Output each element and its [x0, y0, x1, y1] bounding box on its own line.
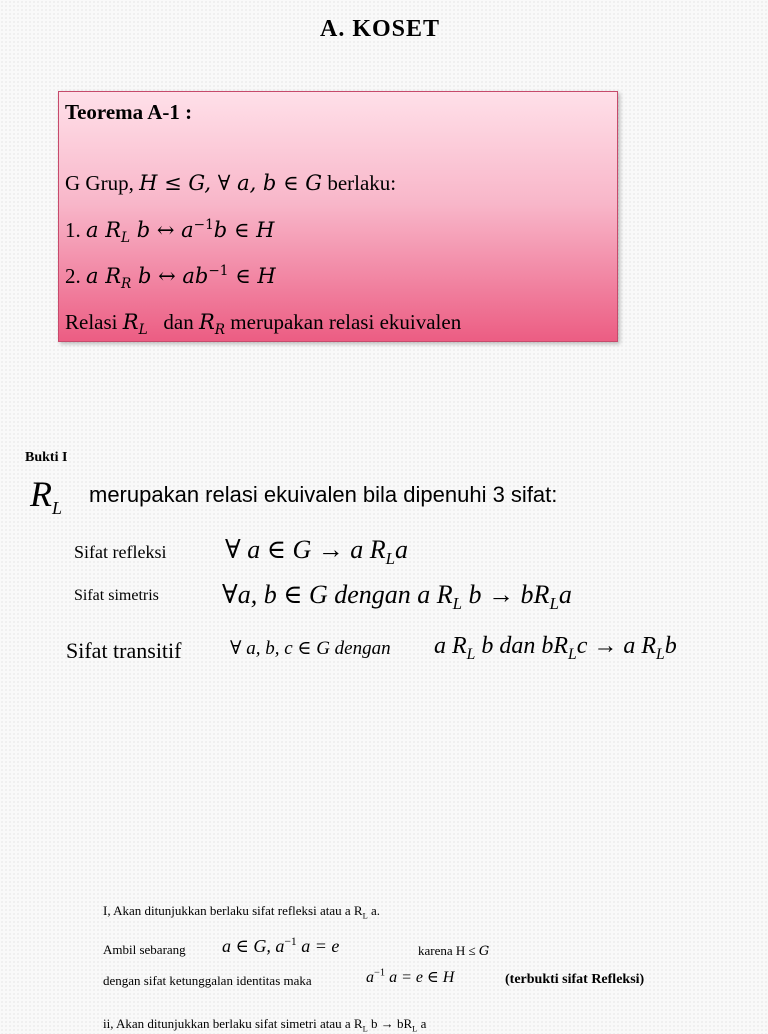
subscript: L: [121, 230, 131, 247]
theorem-box: [58, 91, 618, 342]
property-label-reflexive: Sifat refleksi: [74, 542, 167, 562]
property-math-reflexive: [225, 535, 408, 569]
math: a: [366, 969, 374, 986]
math: b dan bR: [475, 633, 569, 659]
text: dan: [147, 310, 199, 334]
math: a = e: [296, 936, 340, 956]
text: I, Akan ditunjukkan berlaku sifat refleksi atau a R: [103, 903, 363, 918]
subscript: L: [138, 322, 148, 339]
math: R: [30, 474, 52, 514]
math: ∀a, b ∈ G dengan a R: [222, 580, 453, 609]
math: R: [122, 310, 139, 334]
theorem-line-conclusion: [65, 310, 461, 338]
item-number: 1.: [65, 218, 86, 242]
superscript: −1: [374, 967, 386, 979]
text: b → bR: [367, 1016, 413, 1031]
text: ii, Akan ditunjukkan berlaku sifat simetri atau a R: [103, 1016, 363, 1031]
proof-step-reflexive-intro: [103, 903, 380, 921]
text: Relasi: [65, 310, 123, 334]
subscript: L: [452, 594, 463, 614]
math: a ∈ G, a: [222, 936, 285, 956]
superscript: −1: [208, 263, 229, 279]
superscript: −1: [193, 217, 214, 233]
math: a = e ∈ H: [385, 969, 455, 986]
relation-symbol: [30, 473, 62, 519]
subscript: L: [412, 1023, 418, 1034]
subscript: L: [656, 645, 665, 663]
math: b: [664, 633, 677, 659]
math: a R: [434, 633, 467, 659]
theorem-line-left-relation: [65, 217, 274, 246]
math: G: [478, 944, 490, 959]
text: G Grup,: [65, 171, 140, 195]
subscript: R: [214, 322, 226, 339]
math: a: [558, 580, 572, 609]
proof-step-verdict: (terbukti sifat Refleksi): [505, 972, 645, 987]
property-label-symmetric: Sifat simetris: [74, 587, 159, 604]
proof-step-conclusion-math: [366, 967, 454, 987]
text: a: [417, 1016, 427, 1031]
property-math-transitive-quantifier: ∀ a, b, c ∈ G dengan: [230, 638, 391, 659]
text: berlaku:: [322, 171, 397, 195]
math: b ∈ H: [213, 218, 275, 242]
math: a R: [86, 218, 122, 242]
subscript: L: [549, 594, 559, 614]
subscript: L: [52, 498, 63, 519]
subscript: L: [568, 645, 577, 663]
math: R: [198, 310, 215, 334]
subscript: L: [466, 645, 476, 663]
math: b → bR: [462, 580, 550, 609]
math: a R: [86, 264, 122, 288]
math: a: [395, 535, 409, 564]
proof-step-take-element-math: [222, 935, 339, 957]
proof-step-conclusion: dengan sifat ketunggalan identitas maka: [103, 973, 312, 988]
property-label-transitive: Sifat transitif: [66, 638, 182, 663]
subscript: L: [362, 910, 368, 921]
property-math-transitive: [434, 633, 677, 664]
proof-lead-text: merupakan relasi ekuivalen bila dipenuhi 3 sifat:: [89, 482, 558, 507]
math: ∈ H: [228, 264, 276, 288]
page-title: A. KOSET: [319, 16, 441, 42]
theorem-heading: Teorema A-1 :: [65, 100, 193, 124]
subscript: L: [385, 549, 396, 569]
proof-label: Bukti I: [25, 450, 68, 465]
text: merupakan relasi ekuivalen: [225, 310, 462, 334]
theorem-line-right-relation: [65, 263, 276, 292]
math: H ≤ G, ∀ a, b ∈ G: [139, 171, 323, 195]
text: karena H ≤: [418, 943, 476, 958]
superscript: −1: [284, 935, 297, 948]
math: ∀ a ∈ G → a R: [225, 535, 386, 564]
text: a.: [367, 903, 380, 918]
math: b ↔ ab: [131, 264, 209, 288]
theorem-line-group: [65, 171, 396, 196]
math: b ↔ a: [130, 218, 194, 242]
item-number: 2.: [65, 264, 86, 288]
property-math-symmetric: [222, 580, 572, 614]
proof-step-symmetric-intro: [103, 1016, 426, 1034]
math: c → a R: [576, 633, 657, 659]
subscript: R: [121, 276, 132, 293]
subscript: L: [362, 1023, 368, 1034]
proof-step-reason: [418, 943, 489, 959]
proof-step-take-element: Ambil sebarang: [103, 942, 186, 957]
